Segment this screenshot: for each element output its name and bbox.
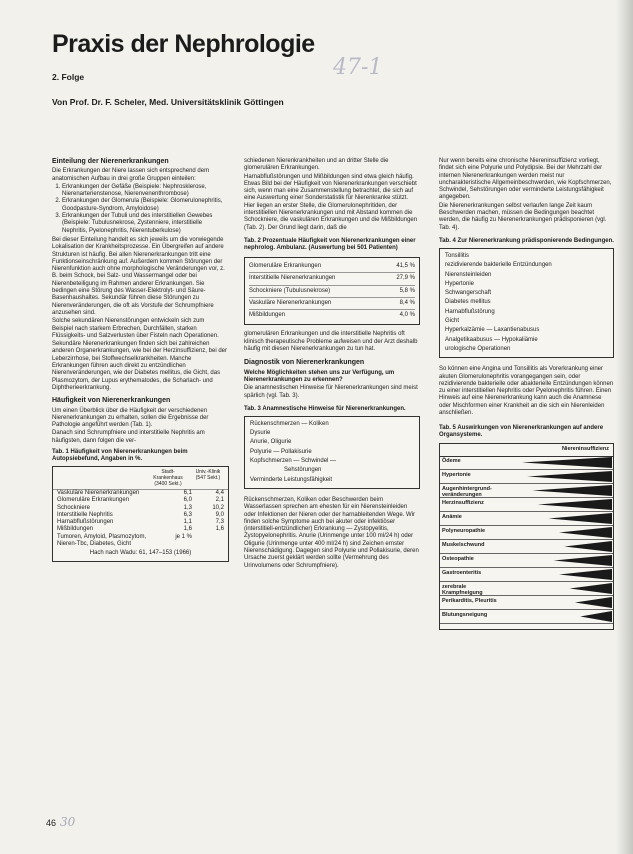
page-title: Praxis der Nephrologie: [52, 30, 315, 58]
wedge-mark: [564, 541, 612, 552]
severity-wedge: [440, 470, 615, 483]
cell: [192, 534, 224, 549]
severity-wedge: [440, 610, 615, 623]
cell: Interstitielle Nierenerkrankungen: [249, 275, 336, 282]
wedge-mark: [570, 583, 612, 594]
table-row: rezidivierende bakterielle Entzündungen: [445, 262, 552, 269]
series-label: 2. Folge: [52, 72, 85, 82]
row-label: Ödeme: [442, 458, 461, 465]
cell: Glomeruläre Erkrankungen: [249, 262, 322, 269]
table-row: Sehstörungen: [284, 467, 322, 474]
table-row: [440, 512, 613, 526]
page-edge-shadow: [616, 0, 633, 854]
group-list: [52, 184, 227, 235]
cell: Schockniere: [57, 504, 91, 511]
paragraph: Solche sekundären Nierenstörungen entwickeln sich zum Beispiel nach starkem Erbrechen, Durchfällen, starken Flüssigkeits- und Salzverlusten über Fisteln nach Operationen.: [52, 318, 219, 339]
cell: 6,0: [183, 497, 192, 504]
cell: 1,3: [183, 504, 192, 511]
table-row: Nierensteinleiden: [445, 271, 492, 278]
list-item: 3. Erkrankungen der Tubuli und des interstitiellen Gewebes (Beispiele: Tubulusnekrose, Zystenniere, interstitielle Nephritis, Pyelonephritis, Nierentuberkulose): [62, 213, 227, 235]
table-row: Polyurie — Pollakisurie: [250, 448, 312, 455]
cell: 1,1: [183, 519, 192, 526]
table-row: Hyperkalzämie — Laxantienabusus: [445, 327, 540, 334]
row-label: Muskelschwund: [442, 542, 485, 549]
table-caption: Tab. 1 Häufigkeit von Nierenerkrankungen beim Autopsiebefund, Angaben in %.: [52, 448, 188, 462]
table-caption: Tab. 3 Anamnestische Hinweise für Nierenerkrankungen.: [244, 405, 406, 412]
table-1: [52, 466, 229, 562]
cell: 9,0: [215, 511, 224, 518]
table-caption: Tab. 2 Prozentuale Häufigkeit von Nierenerkrankungen einer nephrolog. Ambulanz. (Auswertung bei 501 Patienten): [244, 237, 416, 251]
table-body: [440, 456, 613, 624]
cell: je 1 %: [175, 533, 192, 540]
list-item: 2. Erkrankungen der Glomerula (Beispiele: Glomerulonephritis, Goodpasture-Syndrom, Amyloidose): [62, 198, 227, 213]
column-header: Univ.-Klinik (547 Sekt.): [195, 468, 221, 481]
cell: Tumoren, Amyloid, Plasmozytom, Nieren-Tbc, Diabetes, Gicht: [57, 533, 147, 548]
column-1: [52, 158, 227, 562]
paragraph: schiedenen Nierenkrankheiten und an dritter Stelle die glomerulären Erkrankungen.: [244, 158, 389, 172]
cell: 10,2: [212, 504, 224, 511]
column-header: Niereninsuffizienz: [561, 446, 609, 453]
table-row: Hypertonie: [445, 280, 475, 287]
paragraph: Nur wenn bereits eine chronische Niereninsuffizienz vorliegt, findet sich eine Polyurie und Polydipsie. Bei der Mehrzahl der internen Nierenerkrankungen werden meist nur uncharakteristische Allgemeinbeschwerden, wie Kopfschmerzen, Schwindel, Sehstörungen oder verminderte Leistungsfähigkeit angegeben.: [439, 158, 612, 201]
paragraph: Danach sind Schrumpfniere und interstitielle Nephritis am häufigsten, dann folgen die ver-: [52, 430, 205, 444]
row-label: Anämie: [442, 514, 462, 521]
table-3: [244, 416, 420, 489]
row-label: Gastroenteritis: [442, 570, 482, 577]
table-row: [440, 610, 613, 624]
column-2: [244, 158, 420, 571]
table-row: [440, 582, 613, 596]
authors-line: Von Prof. Dr. F. Scheler, Med. Universitätsklinik Göttingen: [52, 97, 284, 107]
cell: Vaskuläre Nierenerkrankungen: [249, 299, 332, 306]
section-heading: Einteilung der Nierenerkrankungen: [52, 158, 169, 165]
cell: Mißbildungen: [249, 312, 286, 319]
cell: 7,3: [215, 519, 224, 526]
severity-wedge: [440, 540, 615, 553]
paragraph: Rückenschmerzen, Koliken oder Beschwerden beim Wasserlassen sprechen am ehesten für ein Nierensteinleiden oder Infektionen der Nieren oder der harnableitenden Wege. Wir finden solche Symptome auch bei akuter oder infektiöser (interstitiell-entzündlicher) Erkrankung — Zystopyelitis, Zystopyelonephritis. Anurie (Urinmenge unter 100 ml/24 h) oder Oligurie (Urinmenge unter 400 ml/24 h) sind Zeichen ernster Nierenschädigung. Dagegen sind Polyurie und Pollakisurie, deren Ursache zuerst geklärt werden sollte (Vermehrung des Urinvolumens oder Schrumpfniere).: [244, 496, 419, 569]
table-row: [53, 519, 228, 526]
paragraph: glomerulären Erkrankungen und die interstitielle Nephritis oft klinisch therapeutische Probleme aufweisen und der Arzt deshalb häufig mit diesen Nierenerkrankungen zu tun hat.: [244, 331, 418, 353]
severity-wedge: [440, 484, 615, 497]
severity-wedge: [440, 526, 615, 539]
cell: 1,6: [215, 526, 224, 533]
table-4: [439, 248, 614, 358]
row-label: Hypertonie: [442, 472, 471, 479]
table-row: Analgetikaabusus — Hypokaliämie: [445, 336, 538, 343]
table-row: [440, 554, 613, 568]
paragraph: So können eine Angina und Tonsillitis als Vorerkrankung einer akuten Glomerulonephritis vorangegangen sein, oder rezidivierende bakterielle oder abakterielle Entzündungen können zu einer interstitiellen Nephritis oder Pyelonephritis führen. Einen Hinweis auf eine Nierenerkrankung kann auch die Anamnese oder Mischformen einer Krankheit an die sich ein Nierenleiden anschließen.: [439, 366, 614, 417]
wedge-mark: [538, 499, 612, 510]
table-row: [53, 497, 228, 504]
paragraph: Die anamnestischen Hinweise für Nierenerkrankungen sind meist spärlich (vgl. Tab. 3).: [244, 385, 418, 399]
cell: 6,1: [183, 489, 192, 496]
table-2: [244, 257, 420, 325]
paragraph: Um einen Überblick über die Häufigkeit der verschiedenen Nierenerkrankungen zu erhalten, sollen die Ergebnisse der Pathologie angeführt werden (Tab. 1).: [52, 407, 209, 429]
paragraph: Sekundäre Nierenerkrankungen finden sich bei zahlreichen anderen Organerkrankungen, wie bei der Herzinsuffizienz, bei der Leberzirrhose, bei Stoffwechselkrankheiten. Manche Erkrankungen führen auch direkt zu entzündlichen Nierenveränderungen, wie der Diabetes mellitus, die Gicht, das Plasmozytom, der Lupus erythematodes, die Scharlach- und Diphtherieerkrankung.: [52, 341, 227, 391]
table-caption: Tab. 5 Auswirkungen von Nierenerkrankungen auf andere Organsysteme.: [439, 425, 604, 439]
cell: 6,3: [183, 511, 192, 518]
table-row: [440, 526, 613, 540]
cell: Mißbildungen: [57, 526, 94, 533]
table-row: [53, 490, 228, 497]
table-source: Hach nach Wadu: 61, 147–153 (1966): [89, 550, 192, 557]
handwritten-note: 47-1: [333, 55, 383, 80]
table-row: [440, 484, 613, 498]
paragraph: Harnabflußstörungen und Mißbildungen sind etwa gleich häufig. Etwas Bild bei der Häufigkeit von Nierenerkrankungen verschiebt sich, wenn man eine Zusammenstellung betrachtet, die sich auf eine Auswertung einer Sonderstatistik für Nierenkranke stützt. Hier liegen an erster Stelle, die Glomerulonephritiden, der interstitiellen Nierenerkrankungen und mit Abstand kommen die Schockniere, die vaskulären Erkrankungen und die Mißbildungen (Tab. 2). Der Grund liegt darin, daß die: [244, 173, 418, 231]
severity-wedge: [440, 554, 615, 567]
question: Welche Möglichkeiten stehen uns zur Verfügung, um Nierenerkrankungen zu erkennen?: [244, 369, 395, 383]
wedge-mark: [575, 597, 612, 608]
cell: 5,8 %: [399, 287, 415, 294]
table-row: [440, 498, 613, 512]
table-row: [440, 596, 613, 610]
cell: 4,4: [215, 489, 224, 496]
cell: Harnabflußstörungen: [57, 519, 114, 526]
cell: 27,9 %: [396, 275, 415, 282]
wedge-mark: [559, 569, 612, 580]
table-row: Diabetes mellitus: [445, 299, 491, 306]
column-3: [439, 158, 614, 630]
row-label: Augenhintergrund-veränderungen: [442, 486, 492, 499]
table-row: [440, 540, 613, 554]
page-number: 46: [46, 818, 57, 828]
row-label: Osteopathie: [442, 556, 474, 563]
table-row: [53, 526, 228, 533]
wedge-mark: [548, 513, 612, 524]
table-5: [439, 443, 614, 630]
section-heading: Diagnostik von Nierenerkrankungen: [244, 359, 365, 367]
wedge-mark: [559, 527, 612, 538]
row-label: Herzinsuffizienz: [442, 500, 484, 507]
cell: 8,4 %: [399, 299, 415, 306]
table-row: Harnabflußstörung: [445, 308, 495, 315]
table-row: [249, 273, 415, 285]
row-label: zerebrale Krampfneigung: [442, 584, 483, 597]
table-row: Rückenschmerzen — Koliken: [250, 420, 329, 427]
table-row: [53, 512, 228, 519]
table-header: [53, 469, 228, 490]
table-row: [440, 568, 613, 582]
table-row: [440, 470, 613, 484]
wedge-mark: [527, 471, 612, 482]
table-row: Schwangerschaft: [445, 290, 492, 297]
cell: Vaskuläre Nierenerkrankungen: [57, 489, 140, 496]
table-row: [53, 534, 228, 549]
cell: 4,0 %: [399, 312, 415, 319]
wedge-mark: [554, 555, 612, 566]
paragraph: Bei dieser Einteilung handelt es sich jeweils um die vorwiegende Lokalisation der Krankheitsprozesse. Ein Übergreifen auf andere Strukturen ist häufig. Bei allen Nierenerkrankungen tritt eine Funktionseinschränkung auf. Außerdem kommen Störungen der Nierenfunktion auch ohne morphologische Veränderungen vor, z. B. beim Schock, bei Salz- und Wassermangel oder bei Nierenbeteiligung im Rahmen anderer Erkrankungen. Sie bedingen eine Störung des Wasser-Elektrolyt- und Säure-Basenhaushaltes. Sekundär führen diese Störungen zu Nierenveränderungen, die oft als Vorstufe der Schrumpfniere anzusehen sind.: [52, 236, 225, 316]
cell: Interstitielle Nephritis: [57, 511, 113, 518]
severity-wedge: [440, 512, 615, 525]
row-label: Polyneuropathie: [442, 528, 486, 535]
section-heading: Häufigkeit von Nierenerkrankungen: [52, 397, 171, 405]
cell: Glomeruläre Erkrankungen: [57, 497, 130, 504]
table-row: [53, 505, 228, 512]
cell: 2,1: [215, 497, 224, 504]
table-row: urologische Operationen: [445, 345, 511, 352]
wedge-mark: [522, 457, 612, 468]
paragraph: Die Nierenerkrankungen selbst verlaufen lange Zeit kaum Beschwerden machen, müssen die Bedingungen beachtet werden, die häufig zu Nierenerkrankungen prädisponieren (vgl. Tab. 4).: [439, 202, 607, 231]
table-row: [249, 310, 415, 321]
table-row: Gicht: [445, 318, 460, 325]
row-label: Blutungsneigung: [442, 612, 488, 619]
severity-wedge: [440, 568, 615, 581]
list-item: 1. Erkrankungen der Gefäße (Beispiele: Nephrosklerose, Nierenarterienstenose, Nierenvenenthrombose): [62, 184, 227, 199]
table-row: Verminderte Leistungsfähigkeit: [250, 476, 333, 483]
table-row: Dysurie: [250, 430, 271, 437]
cell: Schockniere (Tubulusnekrose): [249, 287, 331, 294]
severity-wedge: [440, 582, 615, 595]
table-row: [249, 286, 415, 298]
wedge-mark: [533, 485, 613, 496]
table-row: Kopfschmerzen — Schwindel —: [250, 458, 337, 465]
table-row: [249, 261, 415, 273]
table-caption: Tab. 4 Zur Nierenerkrankung prädisponierende Bedingungen.: [439, 237, 614, 244]
cell: 41,5 %: [396, 262, 415, 269]
table-row: [249, 298, 415, 310]
handwritten-page-note: 30: [60, 815, 76, 829]
table-row: Anurie, Oligurie: [250, 439, 292, 446]
row-label: Perikarditis, Pleuritis: [442, 598, 497, 605]
severity-wedge: [440, 596, 615, 609]
cell: 1,6: [183, 526, 192, 533]
severity-wedge: [440, 498, 615, 511]
severity-wedge: [440, 456, 615, 469]
paragraph: Die Erkrankungen der Niere lassen sich entsprechend dem anatomischen Aufbau in drei große Gruppen einteilen:: [52, 168, 210, 182]
column-header: Stadt-Krankenhaus (3400 Sekt.): [153, 468, 183, 487]
table-row: Tonsillitis: [445, 252, 470, 259]
table-row: [440, 456, 613, 470]
wedge-mark: [580, 611, 612, 622]
